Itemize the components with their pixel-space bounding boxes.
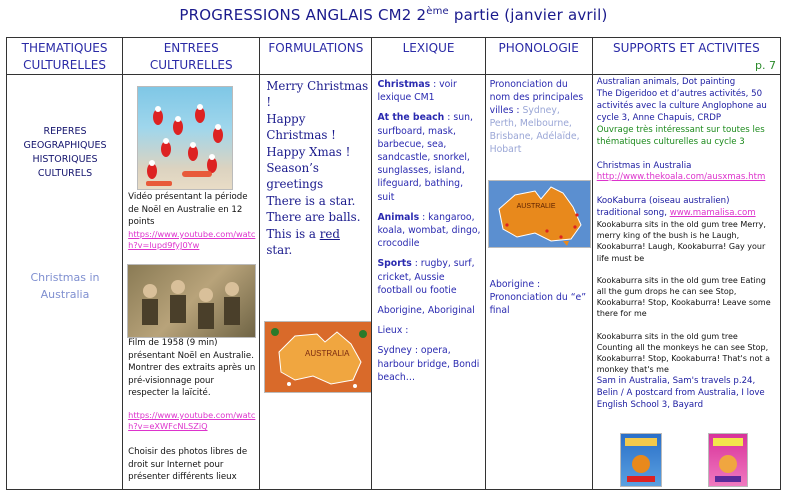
content-row xyxy=(7,75,781,490)
australia-christmas-map xyxy=(264,321,371,393)
formulation-line: Season’s greetings xyxy=(266,161,324,192)
books-line: Sam in Australia, Sam's travels p.24, Belin / A postcard from Australia, I love English School 3, Bayard xyxy=(596,376,765,411)
cell-lexique xyxy=(372,75,485,490)
header-supports: SUPPORTS ET ACTIVITES p. 7 xyxy=(592,38,780,75)
support-note: Ouvrage très intéressant sur toutes les thématiques culturelles au cycle 3 xyxy=(596,125,765,147)
film-still-photo xyxy=(127,264,256,338)
cell-formulations xyxy=(260,75,372,490)
song-verse: Kookaburra sits in the old gum tree Merry, merry king of the bush is he Laugh, Kookaburra! Laugh, Kookaburra! Gay your life must be xyxy=(596,220,766,263)
video1-description: Vidéo présentant la période de Noël en Australie en 12 points xyxy=(128,192,248,227)
lexique-content: Christmas : voir lexique CM1 At the beach : sun, surfboard, mask, barbecue, sea, sandcastle, snorkel, sunglasses, island, lifeguard, bathing, suit Animals : kangaroo, koala, wombat, dingo, crocodile Sports : rugby, surf, cricket, Aussie football ou footie Aborigine, Aboriginal Lieux : Sydney : opera, harbour bridge, Bondi beach… xyxy=(377,79,481,383)
santa-surfers-photo xyxy=(137,86,233,190)
support-line: Australian animals, Dot painting xyxy=(596,77,736,87)
header-phonologie: PHONOLOGIE xyxy=(485,38,592,75)
cell-entrees xyxy=(123,75,260,490)
book-cover-ilove xyxy=(708,433,748,487)
page-title: PROGRESSIONS ANGLAIS CM2 2ème partie (janvier avril) xyxy=(179,6,608,24)
header-row xyxy=(7,38,781,75)
cell-supports xyxy=(592,75,780,490)
supports-content xyxy=(593,75,780,411)
support-line: Christmas in Australia xyxy=(596,161,692,171)
formulation-line: Merry Christmas ! xyxy=(266,79,369,110)
song-verse: Kookaburra sits in the old gum tree Counting all the monkeys he can see Stop, Kookaburra! Stop, Kookaburra! That's not a monkey that's me xyxy=(596,331,770,375)
australia-map xyxy=(488,180,591,248)
formulations-list xyxy=(260,75,371,258)
map-label: AUSTRALIE xyxy=(516,203,556,210)
formulation-line: Happy Christmas ! xyxy=(266,111,336,143)
formulation-line: This is a red star. xyxy=(266,226,340,258)
kookaburra-line: KooKaburra (oiseau australien) traditional song, www.mamalisa.com xyxy=(596,196,756,218)
support-line: The Digeridoo et d’autres activités, 50 activités avec la culture Anglophone au cycle 3, Anne Chapuis, CRDP xyxy=(596,89,767,123)
reperes-label: REPERES GEOGRAPHIQUES HISTORIQUES CULTURELS xyxy=(23,126,107,179)
cell-phonologie xyxy=(485,75,592,490)
phonologie-cities: Prononciation du nom des principales villes : Sydney, Perth, Melbourne, Brisbane, Adélaïde, Hobart xyxy=(489,79,584,155)
header-entrees: ENTREES CULTURELLES xyxy=(123,38,260,75)
koala-link[interactable]: http://www.thekoala.com/ausxmas.htm xyxy=(596,172,766,182)
phonologie-aborigine: Aborigine : Prononciation du “e” final xyxy=(489,279,587,316)
formulation-line: There is a star. xyxy=(266,193,356,208)
mamalisa-link[interactable]: www.mamalisa.com xyxy=(669,208,756,218)
header-lexique: LEXIQUE xyxy=(372,38,485,75)
svg-text:AUSTRALIA: AUSTRALIA xyxy=(305,349,350,358)
header-thematiques: THEMATIQUES CULTURELLES xyxy=(7,38,123,75)
cell-thematiques xyxy=(7,75,123,490)
photos-description: Choisir des photos libres de droit sur Internet pour présenter différents lieux xyxy=(128,447,248,482)
film-link[interactable]: https://www.youtube.com/watch?v=eXWFcNLSZiQ xyxy=(128,410,256,431)
song-verse: Kookaburra sits in the old gum tree Eating all the gum drops he can see Stop, Kookaburra! Stop, Kookaburra! Leave some there for me xyxy=(596,275,771,319)
page-number: p. 7 xyxy=(755,59,776,72)
video1-link[interactable]: https://www.youtube.com/watch?v=lupd9fyJ0Yw xyxy=(128,229,256,250)
progression-table xyxy=(6,37,781,490)
formulation-line: Happy Xmas ! xyxy=(266,144,351,159)
film-description: Film de 1958 (9 min) présentant Noël en Australie. Montrer des extraits après un pré-visionnage pour respecter la laïcité. xyxy=(128,338,256,398)
header-formulations: FORMULATIONS xyxy=(260,38,372,75)
formulation-line: There are balls. xyxy=(266,210,361,225)
book-cover-sam xyxy=(620,433,662,487)
theme-label: Christmas in Australia xyxy=(30,271,100,301)
